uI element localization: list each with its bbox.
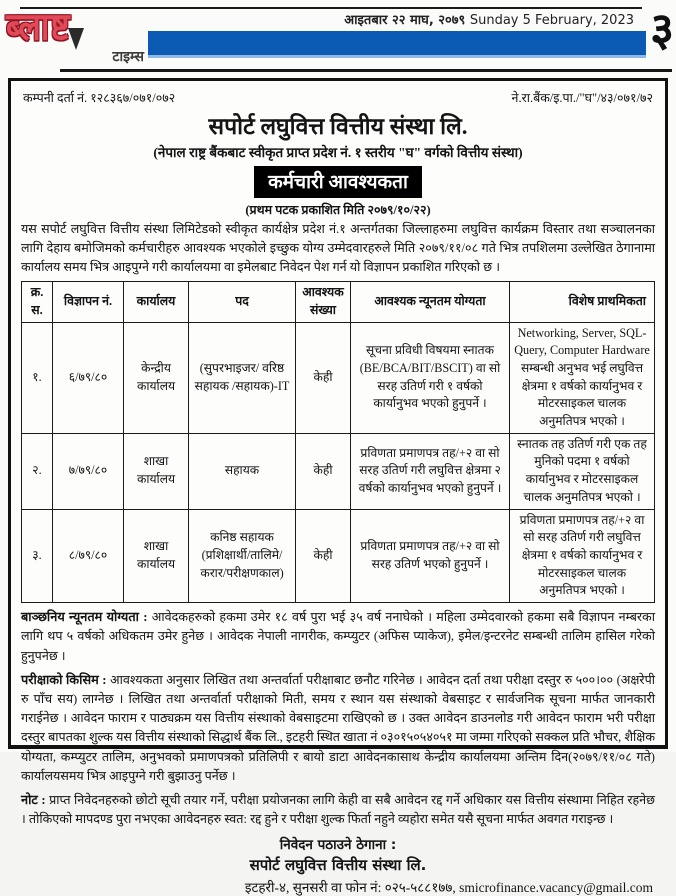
eligibility-label: बाञ्छनिय न्यूनतम योग्यता : [21, 609, 148, 624]
cell-qualification: प्रविणता प्रमाणपत्र तह/+२ वा सो सरह उतिर्ण गरी लघुवित्त क्षेत्रमा २ वर्षको कार्यानुभव भएको हुनुपर्ने । [351, 433, 510, 509]
cell-office: केन्द्रीय कार्यालय [124, 322, 189, 433]
cell-advert-no: ६/७९/८० [53, 322, 124, 433]
cell-required-number: केही [296, 322, 351, 433]
header-minimum-qualification: आवश्यक न्यूनतम योग्यता [351, 281, 510, 322]
cell-position: कनिष्ठ सहायक (प्रशिक्षार्थी/तालिमे/ करार/परीक्षणकाल) [189, 509, 296, 602]
header-required-number: आवश्यक संख्या [296, 281, 351, 322]
cell-position: (सुपरभाइजर/ वरिष्ठ सहायक /सहायक)-IT [189, 322, 296, 433]
cell-serial: २. [22, 433, 53, 509]
intro-paragraph: यस सपोर्ट लघुवित्त वित्तीय संस्था लिमिटेडको स्वीकृत कार्यक्षेत्र प्रदेश नं.१ अन्तर्गतका जिल्लाहरुमा लघुवित्त कार्यक्रम विस्तार तथा सञ्चालनका लागि देहाय बमोजिमको कर्मचारीहरु आवश्यक भएकोले इच्छुक योग्य उम्मेदवारहरुले मिति २०७९/११/०८ गते भित्र तपशिलमा उल्लेखित ठेगानामा कार्यालय समय भित्र आइपुग्ने गरी कार्यालयमा वा इमेलबाट निवेदन पेश गर्न यो विज्ञापन प्रकाशित गरिएको छ । [21, 222, 655, 274]
table-header-row [22, 281, 655, 322]
eligibility-paragraph [21, 608, 655, 666]
exam-type-text: आवश्यकता अनुसार लिखित तथा अन्तर्वार्ता परीक्षाबाट छनौट गरिनेछ । आवेदन दर्ता तथा परीक्षा दस्तुर रु ५००।०० (अक्षरेपी रु पाँच सय) लाग्नेछ । लिखित तथा अन्तर्वार्ता परीक्षाको मिती, समय र स्थान यस संस्थाको वेबसाइट र सार्वजनिक सूचना मार्फत जानकारी गराईनेछ । आवेदन फाराम र पाठ्यक्रम यस वित्तीय संस्थाको वेबसाइटमा राखिएको छ । उक्त आवेदन डाउनलोड गरी आवेदन फाराम भरी परीक्षा दस्तुर बापतका शुल्क यस वित्तीय संस्थाको सिद्धार्थ बैंक लि., इटहरी स्थित खाता नं ०३०१५०५४०५१ मा जम्मा गरिएको सक्कल प्रति भौचर, शैक्षिक योग्यता, कम्प्युटर तालिम, अनुभवको प्रमाणपत्रको प्रतिलिपी र बायो डाटा आवेदनकासाथ केन्द्रीय कार्यालयमा अन्तिम दिन(२०७९/११/०८ गते) कार्यालयसमय भित्र आइपुग्ने गरी बुझाउनु पर्नेछ । [21, 672, 655, 783]
masthead [0, 0, 676, 76]
notice-title: कर्मचारी आवश्यकता [254, 166, 422, 198]
application-address-label: निवेदन पठाउने ठेगाना : [279, 837, 397, 854]
notice-title-wrap [21, 166, 655, 198]
cell-advert-no: ८/७९/८० [53, 509, 124, 602]
exam-type-label: परीक्षाको किसिम : [21, 672, 107, 687]
eligibility-text: आवेदकहरुको हकमा उमेर १८ वर्ष पुरा भई ३५ वर्ष ननाघेको । महिला उम्मेदवारको हकमा सबै विज्ञापन नम्बरका लागि थप ५ वर्षको अधिकतम उमेर हुनेछ । आवेदक नेपाली नागरीक, कम्प्युटर (अफिस प्याकेज), इमेल/इन्टरनेट सम्बन्धी तालिम हासिल गरेको हुनुपनेछ । [21, 609, 655, 663]
company-registration-number: कम्पनी दर्ता नं. १२८३६७/०७१/०७२ [23, 91, 176, 105]
organization-name: सपोर्ट लघुवित्त वित्तीय संस्था लि. [208, 114, 468, 139]
newspaper-logo-subtext: टाइम्स [112, 49, 144, 65]
cell-required-number: केही [296, 509, 351, 602]
footer-organization-name: सपोर्ट लघुवित्त वित्तीय संस्था लि. [249, 856, 427, 875]
cell-office: शाखा कार्यालय [124, 509, 189, 602]
newspaper-logo-text: ब्लाष्ट [6, 4, 71, 49]
note-text: प्राप्त निवेदनहरुको छोटो सूची तयार गर्ने, परीक्षा प्रयोजनका लागि केही वा सबै आवेदन रद्द गर्ने अधिकार यस वित्तीय संस्थामा निहित रहनेछ । तोकिएको मापदण्ड पुरा नभएका आवेदनहरु स्वत: रद्द हुने र परीक्षा शुल्क फिर्ता नहुने व्यहोरा समेत यसै सूचना मार्फत अवगत गराइन्छ । [21, 792, 655, 827]
nrb-license-number: ने.रा.बैंक/इ.पा./"घ"/४३/०७१/७२ [511, 91, 653, 105]
cell-office: शाखा कार्यालय [124, 433, 189, 509]
masthead-blue-bar [148, 31, 646, 58]
cell-serial: १. [22, 322, 53, 433]
vacancy-table [21, 281, 655, 603]
masthead-bottom-rule [60, 69, 672, 72]
header-position: पद [189, 281, 296, 322]
pen-nib-icon [68, 28, 84, 50]
date-nepali: आइतबार २२ माघ, २०७९ [344, 13, 466, 28]
cell-advert-no: ७/७९/८० [53, 433, 124, 509]
note-paragraph [21, 791, 655, 830]
header-serial: क्र. स. [22, 281, 53, 322]
cell-priority: प्रविणता प्रमाणपत्र तह/+२ वा सो सरह उतिर्ण गरी लघुवित्त क्षेत्रमा १ वर्षको कार्यानुभव र मोटरसाइकल चालक अनुमतिपत्र भएको । [510, 509, 655, 602]
table-row [22, 433, 655, 509]
cell-priority: Networking, Server, SQL-Query, Computer Hardware सम्बन्धी अनुभव भई लघुवित्त क्षेत्रमा १ वर्षको कार्यानुभव र मोटरसाइकल चालक अनुमतिपत्र भएको । [510, 322, 655, 433]
exam-type-paragraph [21, 671, 655, 786]
page-number: ३ [650, 2, 674, 56]
header-special-priority: विशेष प्राथमिकता [510, 281, 655, 322]
vacancy-notice [8, 78, 668, 896]
cell-qualification: सूचना प्रविधी विषयमा स्नातक (BE/BCA/BIT/BSCIT) वा सो सरह उतिर्ण गरी १ वर्षको कार्यानुभव भएको हुनुपर्ने । [351, 322, 510, 433]
cell-serial: ३. [22, 509, 53, 602]
footer-contact-line: इटहरी-४, सुनसरी वा फोन नं: ०२५-५८८१७७, smicrofinance.vacancy@gmail.com [244, 880, 653, 896]
table-row [22, 509, 655, 602]
date-english: Sunday 5 February, 2023 [469, 13, 634, 28]
cell-priority: स्नातक तह उतिर्ण गरी एक तह मुनिको पदमा १ वर्षको कार्यानुभव र मोटरसाइकल चालक अनुमतिपत्र भएको । [510, 433, 655, 509]
cell-position: सहायक [189, 433, 296, 509]
table-row [22, 322, 655, 433]
cell-qualification: प्रविणता प्रमाणपत्र तह/+२ वा सो सरह उतिर्ण भएको हुनुपर्ने । [351, 509, 510, 602]
cell-required-number: केही [296, 433, 351, 509]
date-line [344, 10, 634, 28]
organization-subtitle: (नेपाल राष्ट्र बैंकबाट स्वीकृत प्राप्त प्रदेश नं. १ स्तरीय "घ" वर्गको वित्तीय संस्था) [153, 145, 523, 160]
publish-date-line: (प्रथम पटक प्रकाशित मिति २०७९/१०/२२) [245, 203, 431, 217]
header-office: कार्यालय [124, 281, 189, 322]
newspaper-logo [6, 4, 148, 66]
note-label: नोट : [21, 792, 46, 807]
header-advert-no: विज्ञापन नं. [53, 281, 124, 322]
registration-row [23, 89, 653, 106]
